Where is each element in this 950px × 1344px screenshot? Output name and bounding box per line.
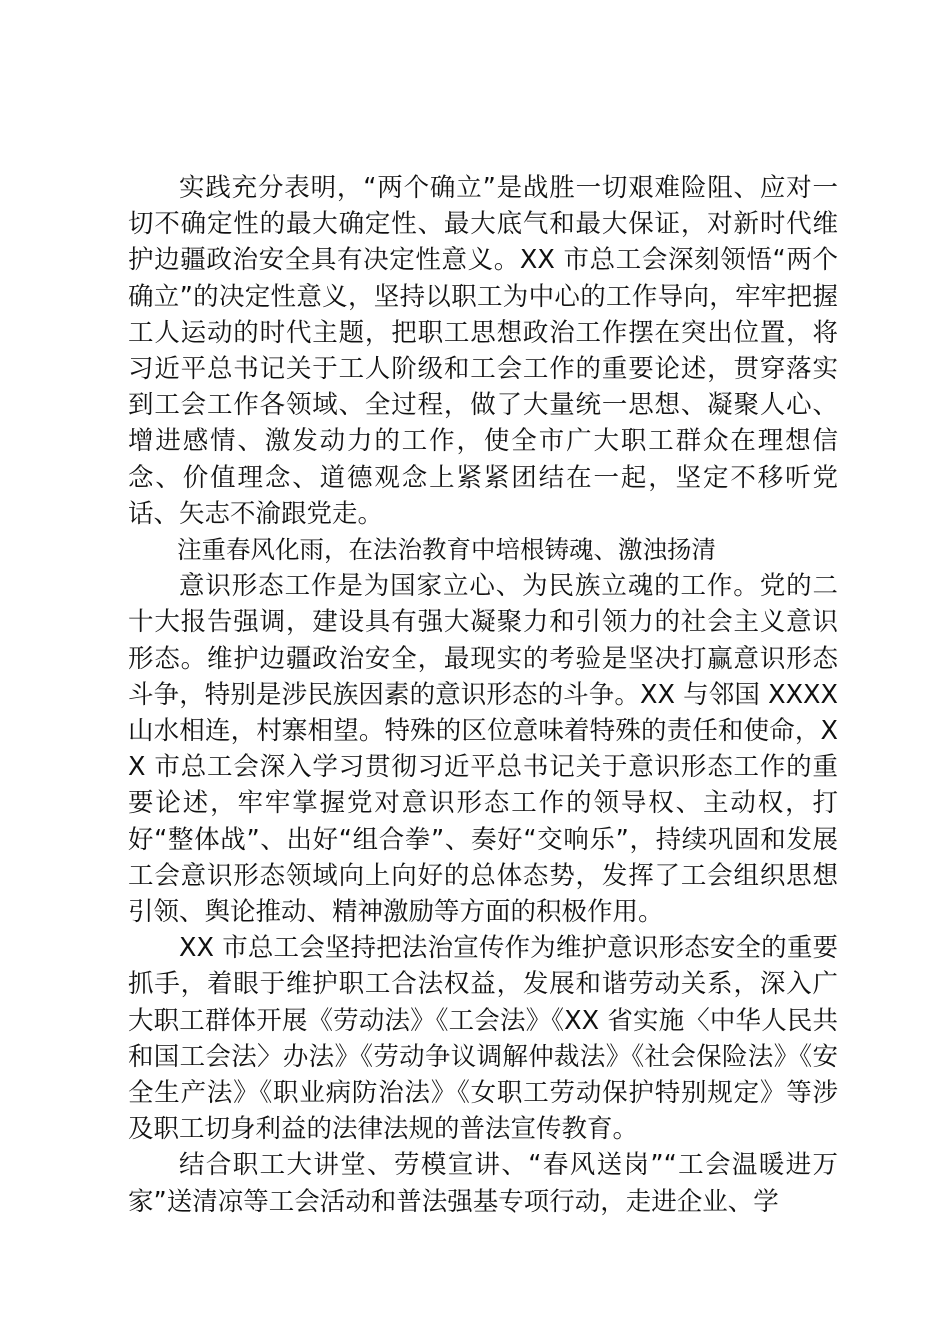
paragraph-legal-publicity: XX 市总工会坚持把法治宣传作为维护意识形态安全的重要抓手，着眼于维护职工合法权益，发展和谐劳动关系，深入广大职工群体开展《劳动法》《工会法》《XX 省实施〈中华人民共和国工会法〉办法》《劳动争议调解仲裁法》《社会保险法》《安全生产法》《职业病防治法》《女职工劳动保护特别规定》等涉及职工切身利益的法律法规的普法宣传教育。	[128, 933, 838, 1145]
section-heading: 注重春风化雨，在法治教育中培根铸魂、激浊扬清	[177, 535, 716, 565]
paragraph-union-activities: 结合职工大讲堂、劳模宣讲、“春风送岗”“工会温暖进万家”送清凉等工会活动和普法强基专项行动，走进企业、学	[128, 1150, 838, 1217]
document-body	[128, 170, 838, 1220]
paragraph-two-establishments: 实践充分表明，“两个确立”是战胜一切艰难险阻、应对一切不确定性的最大确定性、最大底气和最大保证，对新时代维护边疆政治安全具有决定性意义。XX 市总工会深刻领悟“两个确立”的决定性意义，坚持以职工为中心的工作导向，牢牢把握工人运动的时代主题，把职工思想政治工作摆在突出位置，将习近平总书记关于工人阶级和工会工作的重要论述，贯穿落实到工会工作各领域、全过程，做了大量统一思想、凝聚人心、增进感情、激发动力的工作，使全市广大职工群众在理想信念、价值理念、道德观念上紧紧团结在一起，坚定不移听党话、矢志不渝跟党走。	[128, 173, 838, 529]
paragraph-ideology-work: 意识形态工作是为国家立心、为民族立魂的工作。党的二十大报告强调，建设具有强大凝聚力和引领力的社会主义意识形态。维护边疆政治安全，最现实的考验是坚决打赢意识形态斗争，特别是涉民族因素的意识形态的斗争。XX 与邻国 XXXX 山水相连，村寨相望。特殊的区位意味着特殊的责任和使命，XX 市总工会深入学习贯彻习近平总书记关于意识形态工作的重要论述，牢牢掌握党对意识形态工作的领导权、主动权，打好“整体战”、出好“组合拳”、奏好“交响乐”，持续巩固和发展工会意识形态领域向上向好的总体态势，发挥了工会组织思想引领、舆论推动、精神激励等方面的积极作用。	[128, 571, 838, 928]
